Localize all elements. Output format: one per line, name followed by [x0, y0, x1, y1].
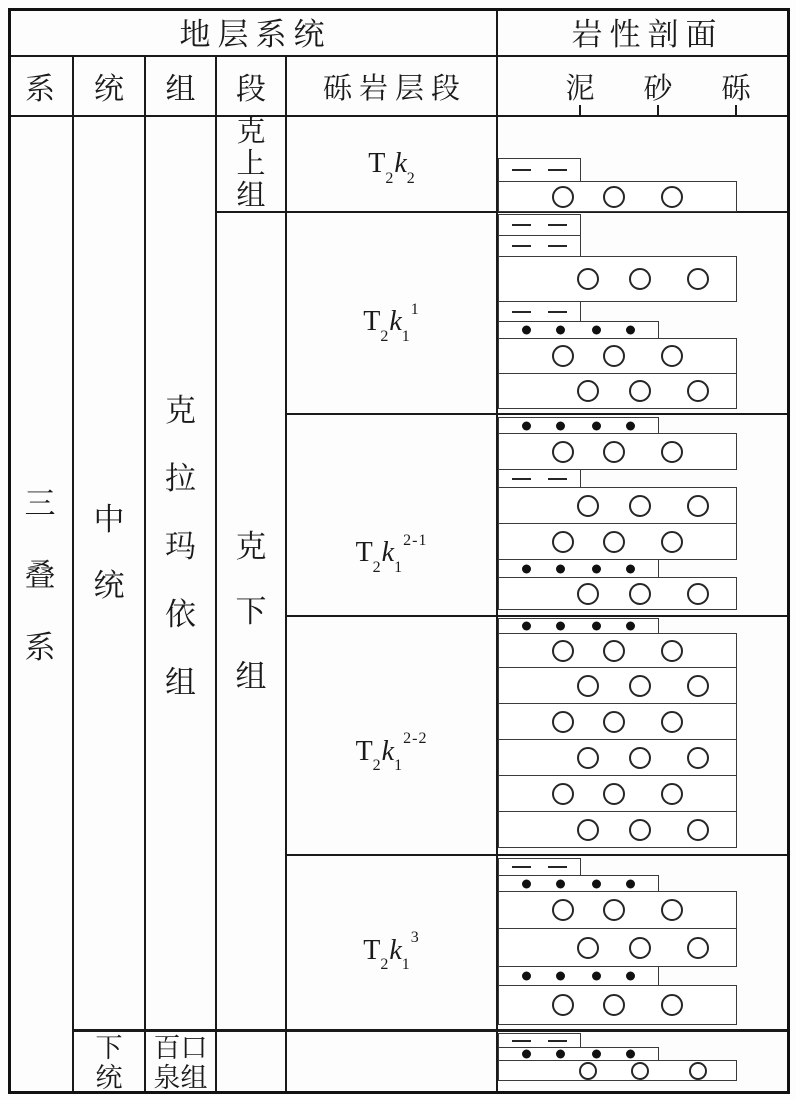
unit-label-T2k1-3 — [287, 856, 498, 1032]
bed-conglomerate — [498, 985, 737, 1025]
bed-mudstone — [498, 235, 581, 257]
unit-label-T2k1-1 — [287, 213, 498, 415]
mud-dash-symbol — [548, 311, 567, 313]
sand-dot-symbol — [556, 1050, 565, 1059]
gravel-circle-symbol — [661, 899, 683, 921]
scale-label-sand: 砂 — [643, 73, 673, 105]
gravel-circle-symbol — [687, 495, 709, 517]
mud-dash-symbol — [548, 478, 567, 480]
gravel-circle-symbol — [579, 1062, 597, 1080]
mud-dash-symbol — [548, 1040, 567, 1042]
gravel-circle-symbol — [552, 711, 574, 733]
gravel-circle-symbol — [629, 268, 651, 290]
gravel-circle-symbol — [552, 783, 574, 805]
cell-series-lower — [74, 1032, 146, 1094]
unit-code-part: 2 — [380, 327, 389, 345]
gravel-circle-symbol — [661, 186, 683, 208]
cell-formation-baikouquan — [146, 1032, 217, 1094]
unit-code — [355, 531, 428, 576]
mud-dash-symbol — [512, 224, 531, 226]
unit-code-part: T — [368, 148, 386, 179]
gravel-circle-symbol — [577, 268, 599, 290]
gravel-circle-symbol — [603, 531, 625, 553]
bed-sandstone — [498, 321, 659, 339]
gravel-circle-symbol — [629, 937, 651, 959]
bed-sandstone — [498, 966, 659, 986]
sand-dot-symbol — [592, 421, 601, 430]
system-label: 三叠系 — [24, 485, 56, 665]
cell-member-lower — [217, 213, 287, 1032]
bed-mudstone — [498, 1033, 581, 1048]
bed-sandstone — [498, 875, 659, 892]
header-lith-profile — [498, 8, 790, 57]
sand-dot-symbol — [522, 1050, 531, 1059]
lith-section-bottom — [498, 1032, 790, 1094]
gravel-circle-symbol — [577, 937, 599, 959]
unit-code — [363, 929, 420, 974]
scale-tick-mud — [579, 105, 581, 115]
gravel-circle-symbol — [552, 441, 574, 463]
sand-dot-symbol — [592, 879, 601, 888]
bed-conglomerate — [498, 739, 737, 776]
sand-dot-symbol — [522, 564, 531, 573]
bed-conglomerate — [498, 891, 737, 929]
unit-code-part: 1 — [410, 300, 420, 318]
gravel-circle-symbol — [603, 899, 625, 921]
gravel-circle-symbol — [629, 583, 651, 605]
lower-member-label: 克下组 — [235, 528, 267, 694]
mud-dash-symbol — [512, 169, 531, 171]
bed-conglomerate — [498, 338, 737, 374]
unit-code-part: 2-2 — [403, 730, 428, 748]
gravel-circle-symbol — [603, 783, 625, 805]
unit-code-part: 1 — [394, 558, 403, 576]
gravel-circle-symbol — [687, 675, 709, 697]
sand-dot-symbol — [556, 879, 565, 888]
unit-code-part: 2 — [372, 558, 381, 576]
mud-dash-symbol — [512, 1040, 531, 1042]
header-strat-system — [8, 8, 498, 57]
gravel-circle-symbol — [687, 747, 709, 769]
gravel-circle-symbol — [687, 268, 709, 290]
grain-size-scale — [498, 57, 790, 117]
bed-mudstone — [498, 158, 581, 182]
lith-section-T2k1-2-2 — [498, 617, 790, 856]
unit-label-T2k1-2-2 — [287, 617, 498, 856]
colhead-formation-label: 组 — [165, 73, 196, 106]
unit-label-T2k2 — [287, 117, 498, 213]
bed-sandstone — [498, 417, 659, 434]
colhead-member-label: 段 — [236, 73, 266, 106]
lith-section-T2k2 — [498, 117, 790, 213]
sand-dot-symbol — [522, 879, 531, 888]
scale-label-mud: 泥 — [565, 73, 595, 105]
mud-dash-symbol — [548, 866, 567, 868]
cell-system-triassic — [8, 117, 74, 1094]
gravel-circle-symbol — [687, 583, 709, 605]
gravel-circle-symbol — [687, 937, 709, 959]
unit-code-part: 2 — [380, 956, 389, 974]
lith-section-T2k1-2-1 — [498, 415, 790, 617]
unit-code-part: k — [381, 537, 395, 568]
sand-dot-symbol — [522, 972, 531, 981]
bed-conglomerate — [498, 373, 737, 409]
bed-sandstone — [498, 559, 659, 578]
sand-dot-symbol — [626, 326, 635, 335]
bed-conglomerate — [498, 775, 737, 812]
sand-dot-symbol — [626, 1050, 635, 1059]
scale-tick-gravel — [735, 105, 737, 115]
gravel-circle-symbol — [629, 495, 651, 517]
colhead-series — [74, 57, 146, 117]
colhead-member — [217, 57, 287, 117]
gravel-circle-symbol — [552, 994, 574, 1016]
gravel-circle-symbol — [577, 380, 599, 402]
unit-label-empty — [287, 1032, 498, 1094]
cell-formation-karamay — [146, 117, 217, 1032]
bed-conglomerate — [498, 811, 737, 848]
sand-dot-symbol — [592, 326, 601, 335]
gravel-circle-symbol — [552, 640, 574, 662]
colhead-unit-label: 砾岩层段 — [322, 72, 467, 105]
scale-tick-sand — [657, 105, 659, 115]
unit-code-part: 2 — [372, 757, 381, 775]
bed-conglomerate — [498, 433, 737, 470]
sand-dot-symbol — [556, 972, 565, 981]
bed-mudstone — [498, 858, 581, 876]
unit-code-part: k — [389, 306, 402, 337]
sand-dot-symbol — [592, 564, 601, 573]
bed-conglomerate — [498, 181, 737, 212]
unit-code — [355, 730, 428, 775]
scale-label-gravel: 砾 — [721, 73, 751, 105]
gravel-circle-symbol — [577, 819, 599, 841]
sand-dot-symbol — [626, 622, 635, 631]
middle-series-label: 中统 — [93, 502, 125, 603]
sand-dot-symbol — [522, 326, 531, 335]
gravel-circle-symbol — [689, 1062, 707, 1080]
gravel-circle-symbol — [661, 994, 683, 1016]
sand-dot-symbol — [556, 421, 565, 430]
colhead-conglomerate-unit — [287, 57, 498, 117]
lith-section-T2k1-1 — [498, 213, 790, 415]
gravel-circle-symbol — [603, 441, 625, 463]
unit-code-part: 1 — [401, 327, 410, 345]
unit-label-T2k1-2-1 — [287, 415, 498, 617]
gravel-circle-symbol — [629, 747, 651, 769]
gravel-circle-symbol — [603, 994, 625, 1016]
gravel-circle-symbol — [687, 380, 709, 402]
bed-sandstone — [498, 618, 659, 634]
sand-dot-symbol — [626, 564, 635, 573]
gravel-circle-symbol — [577, 495, 599, 517]
sand-dot-symbol — [592, 972, 601, 981]
unit-code-part: T — [363, 934, 381, 966]
colhead-series-label: 统 — [94, 73, 124, 106]
unit-code — [363, 300, 420, 345]
unit-code-part: T — [355, 537, 373, 568]
unit-code-part: 1 — [401, 956, 410, 974]
unit-code-part: 2 — [406, 169, 415, 187]
sand-dot-symbol — [592, 1050, 601, 1059]
bed-conglomerate — [498, 487, 737, 524]
bed-sandstone — [498, 1047, 659, 1061]
unit-code-part: 2-1 — [403, 531, 428, 549]
gravel-circle-symbol — [687, 819, 709, 841]
unit-code-part: k — [389, 934, 402, 966]
gravel-circle-symbol — [577, 675, 599, 697]
gravel-circle-symbol — [552, 531, 574, 553]
gravel-circle-symbol — [577, 583, 599, 605]
unit-code-part: k — [381, 735, 395, 767]
sand-dot-symbol — [522, 421, 531, 430]
bed-conglomerate — [498, 577, 737, 610]
unit-code-part: T — [363, 306, 381, 337]
sand-dot-symbol — [626, 421, 635, 430]
cell-member-empty — [217, 1032, 287, 1094]
bed-conglomerate — [498, 1060, 737, 1081]
unit-code-part: 1 — [394, 757, 403, 775]
lith-section-T2k1-3 — [498, 856, 790, 1032]
mud-dash-symbol — [512, 866, 531, 868]
mud-dash-symbol — [512, 311, 531, 313]
gravel-circle-symbol — [629, 380, 651, 402]
unit-code-part: T — [355, 735, 373, 767]
bed-conglomerate — [498, 703, 737, 740]
gravel-circle-symbol — [603, 711, 625, 733]
gravel-circle-symbol — [552, 186, 574, 208]
bed-conglomerate — [498, 633, 737, 668]
colhead-system — [8, 57, 74, 117]
gravel-circle-symbol — [661, 640, 683, 662]
baikouquan-formation-label: 百口泉组 — [153, 1033, 208, 1093]
sand-dot-symbol — [592, 622, 601, 631]
gravel-circle-symbol — [577, 747, 599, 769]
cell-member-upper — [217, 117, 287, 213]
mud-dash-symbol — [512, 245, 531, 247]
bed-mudstone — [498, 469, 581, 488]
colhead-formation — [146, 57, 217, 117]
mud-dash-symbol — [548, 224, 567, 226]
bed-conglomerate — [498, 928, 737, 967]
gravel-circle-symbol — [603, 345, 625, 367]
karamay-formation-label: 克拉玛依组 — [165, 393, 196, 700]
bed-mudstone — [498, 214, 581, 236]
sand-dot-symbol — [626, 879, 635, 888]
gravel-circle-symbol — [629, 675, 651, 697]
colhead-system-label: 系 — [25, 73, 55, 106]
mud-dash-symbol — [548, 169, 567, 171]
gravel-circle-symbol — [661, 531, 683, 553]
bed-mudstone — [498, 301, 581, 322]
lith-profile-title: 岩性剖面 — [571, 17, 724, 52]
gravel-circle-symbol — [552, 345, 574, 367]
gravel-circle-symbol — [629, 819, 651, 841]
unit-code-part: 2 — [385, 169, 394, 187]
bed-conglomerate — [498, 523, 737, 560]
gravel-circle-symbol — [603, 640, 625, 662]
sand-dot-symbol — [556, 622, 565, 631]
sand-dot-symbol — [522, 622, 531, 631]
gravel-circle-symbol — [661, 711, 683, 733]
gravel-circle-symbol — [661, 441, 683, 463]
unit-code-part: 3 — [410, 929, 420, 947]
mud-dash-symbol — [512, 478, 531, 480]
gravel-circle-symbol — [631, 1062, 649, 1080]
sand-dot-symbol — [556, 564, 565, 573]
sand-dot-symbol — [626, 972, 635, 981]
gravel-circle-symbol — [552, 899, 574, 921]
upper-member-label: 克上组 — [236, 116, 266, 212]
gravel-circle-symbol — [603, 186, 625, 208]
mud-dash-symbol — [548, 245, 567, 247]
bed-conglomerate — [498, 667, 737, 704]
strat-system-title: 地层系统 — [179, 17, 332, 52]
gravel-circle-symbol — [661, 345, 683, 367]
unit-code-part: k — [394, 148, 407, 179]
unit-code — [368, 148, 415, 187]
stratigraphy-table — [8, 8, 790, 1094]
sand-dot-symbol — [556, 326, 565, 335]
bed-conglomerate — [498, 256, 737, 302]
cell-series-middle — [74, 117, 146, 1032]
gravel-circle-symbol — [661, 783, 683, 805]
lower-series-label: 下统 — [95, 1033, 123, 1093]
